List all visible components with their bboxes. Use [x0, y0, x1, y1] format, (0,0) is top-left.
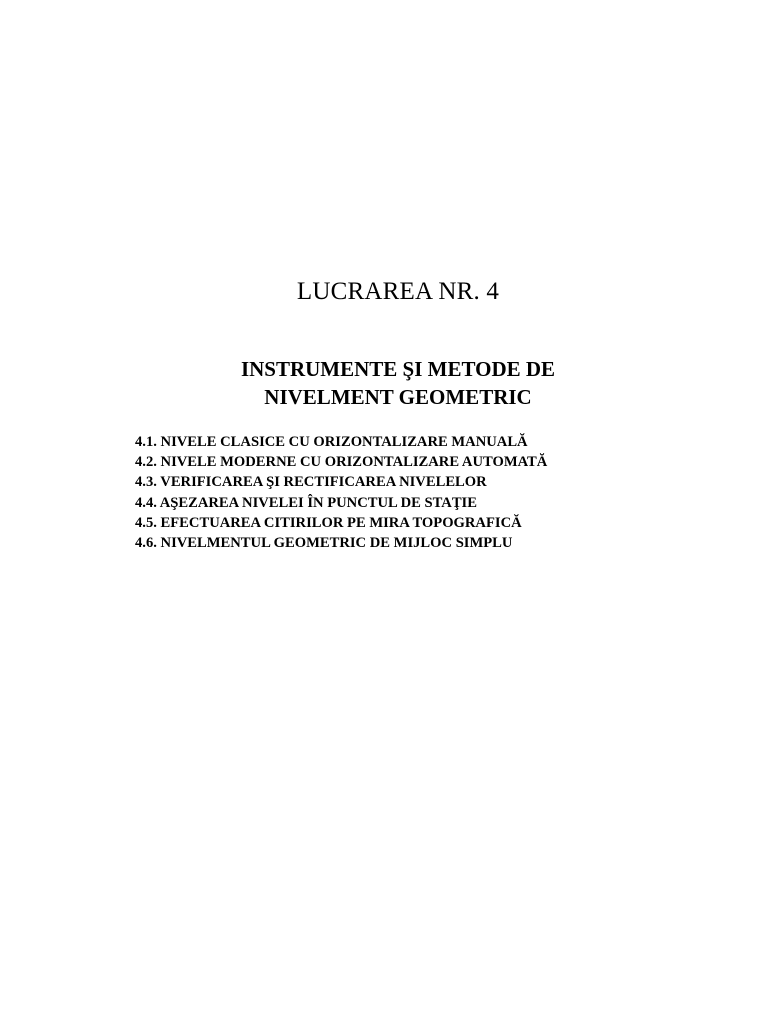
subtitle-line-2: NIVELMENT GEOMETRIC — [264, 385, 532, 409]
toc-item: 4.1. NIVELE CLASICE CU ORIZONTALIZARE MANUALĂ — [135, 434, 528, 450]
chapter-subtitle — [0, 355, 768, 411]
toc-item: 4.4. AŞEZAREA NIVELEI ÎN PUNCTUL DE STAŢIE — [135, 494, 477, 511]
table-of-contents — [135, 432, 547, 553]
toc-item: 4.6. NIVELMENTUL GEOMETRIC DE MIJLOC SIMPLU — [135, 535, 513, 552]
subtitle-line-1: INSTRUMENTE ŞI METODE DE — [240, 357, 556, 381]
toc-item: 4.2. NIVELE MODERNE CU ORIZONTALIZARE AUTOMATĂ — [135, 454, 548, 471]
toc-item: 4.3. VERIFICAREA ŞI RECTIFICAREA NIVELELOR — [135, 474, 487, 491]
lab-title: LUCRAREA NR. 4 — [296, 278, 500, 305]
toc-item: 4.5. EFECTUAREA CITIRILOR PE MIRA TOPOGRAFICĂ — [135, 514, 522, 531]
